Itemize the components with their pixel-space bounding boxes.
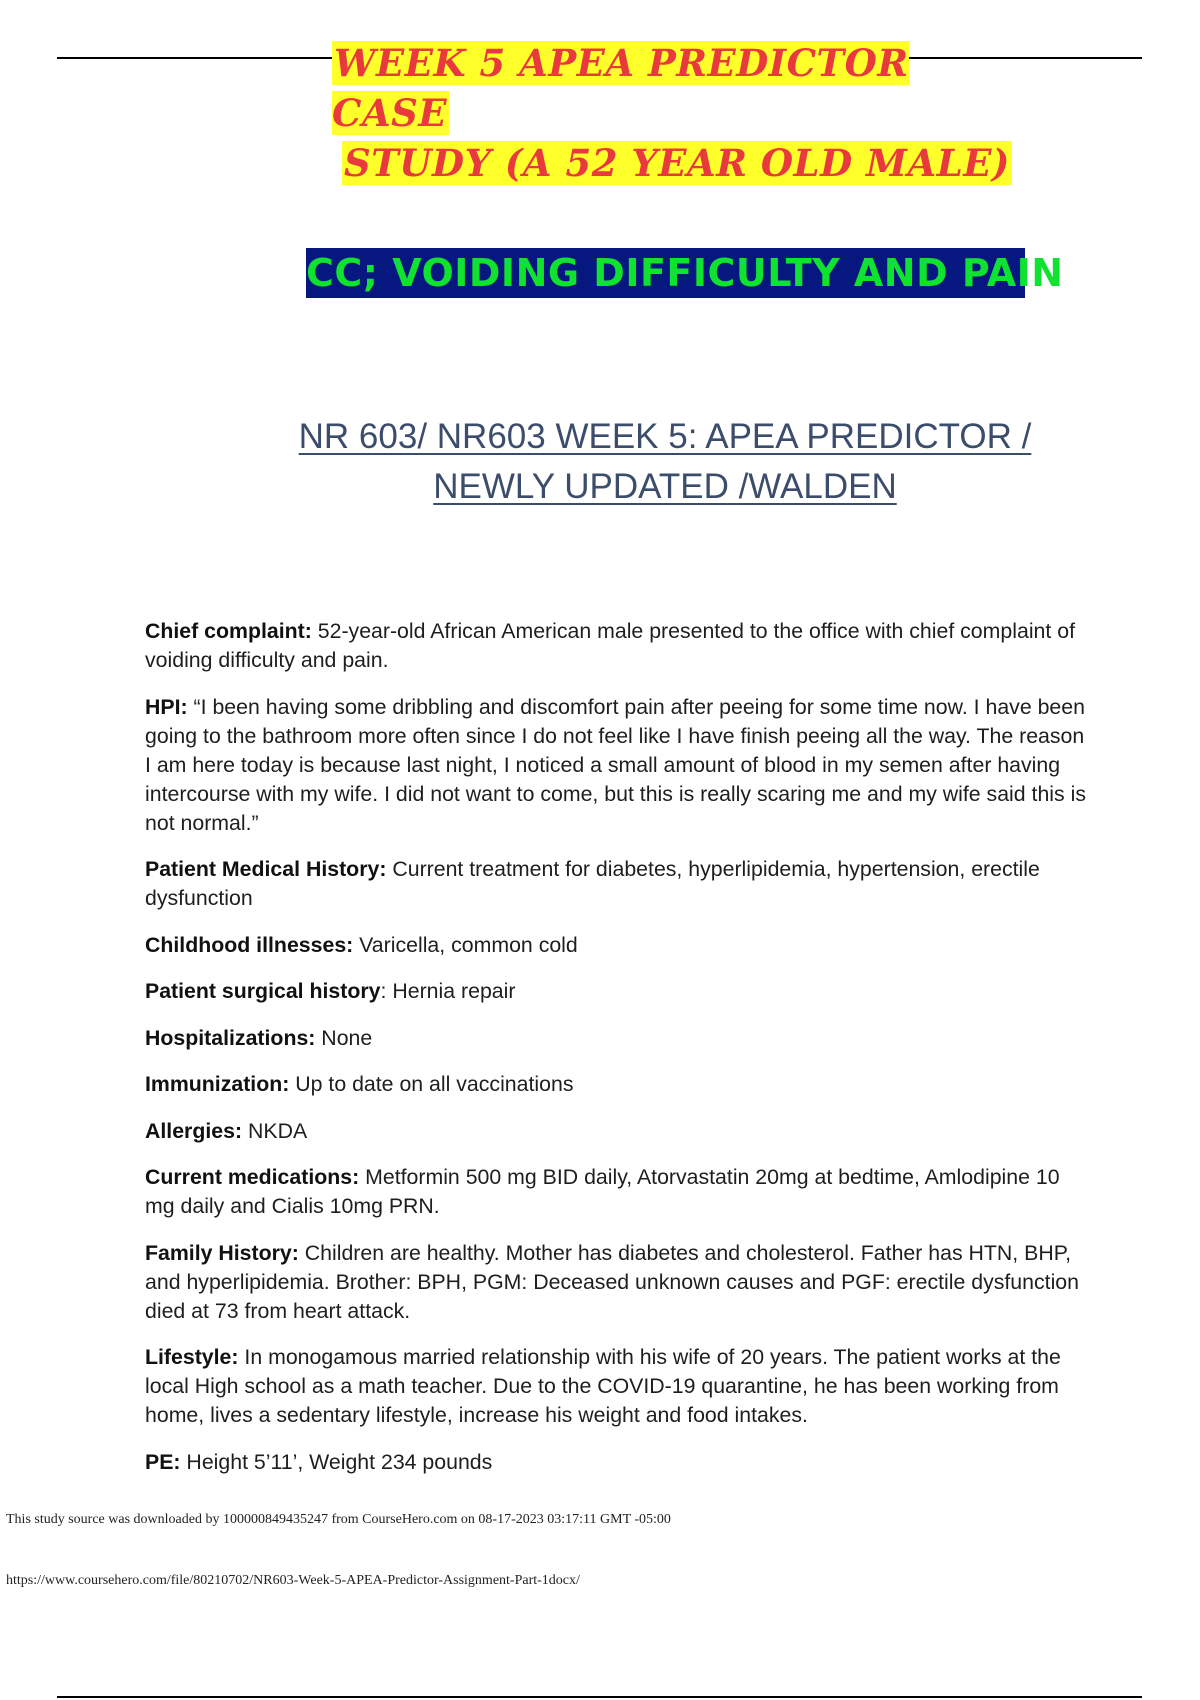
section-text: None: [315, 1025, 373, 1050]
section-surgical-history: [145, 977, 1095, 1006]
section-label: Current medications:: [145, 1165, 360, 1189]
section-text: Height 5’11’, Weight 234 pounds: [180, 1449, 493, 1474]
section-text: 52-year-old African American male presented to the office with chief complaint of voiding difficulty and pain.: [145, 619, 1075, 672]
section-lifestyle: [145, 1343, 1095, 1430]
section-allergies: [145, 1117, 1095, 1146]
title-line-1: WEEK 5 APEA PREDICTOR CASE: [332, 41, 909, 135]
section-text: : Hernia repair: [380, 979, 516, 1003]
section-immunization: [145, 1070, 1095, 1099]
section-label: Childhood illnesses:: [145, 932, 354, 957]
section-text: “I been having some dribbling and discomfort pain after peeing for some time now. I have been going to the bathroom more often since I do not feel like I have finish peeing all the way. The reason I am here today is because last night, I noticed a small amount of blood in my semen after having intercourse with my wife. I did not want to come, but this is really scaring me and my wife said this is not normal.”: [145, 694, 1086, 835]
document-title: [332, 38, 1022, 188]
section-hpi: [145, 693, 1095, 838]
section-label: Immunization:: [145, 1072, 290, 1096]
course-title: [240, 412, 1090, 512]
section-label: Chief complaint:: [145, 619, 312, 643]
section-text: Up to date on all vaccinations: [289, 1072, 574, 1096]
section-label: Patient Medical History:: [145, 857, 387, 881]
bottom-rule: [57, 1696, 1142, 1698]
section-text: NKDA: [242, 1118, 308, 1143]
section-text: Current treatment for diabetes, hyperlipidemia, hypertension, erectile dysfunction: [145, 857, 1040, 910]
section-text: Varicella, common cold: [353, 932, 578, 957]
section-label: Family History:: [145, 1240, 299, 1265]
section-label: Lifestyle:: [145, 1345, 239, 1369]
section-label: PE:: [145, 1449, 181, 1474]
chief-complaint-banner: CC; VOIDING DIFFICULTY AND PAIN: [306, 248, 1025, 298]
course-title-line-1: NR 603/ NR603 WEEK 5: APEA PREDICTOR /: [298, 417, 1032, 456]
source-url[interactable]: https://www.coursehero.com/file/80210702/NR603-Week-5-APEA-Predictor-Assignment-Part-1docx/: [6, 1573, 580, 1588]
section-medical-history: [145, 855, 1095, 913]
section-chief-complaint: [145, 617, 1095, 675]
section-label: Hospitalizations:: [145, 1025, 316, 1050]
section-physical-exam: [145, 1448, 1095, 1477]
section-text: Metformin 500 mg BID daily, Atorvastatin 20mg at bedtime, Amlodipine 10 mg daily and Cialis 10mg PRN.: [145, 1165, 1060, 1218]
section-label: Allergies:: [145, 1118, 243, 1143]
download-note: This study source was downloaded by 100000849435247 from CourseHero.com on 08-17-2023 03:17:11 GMT -05:00: [6, 1512, 671, 1527]
title-line-2: STUDY (A 52 YEAR OLD MALE): [344, 141, 1010, 185]
case-content: [145, 617, 1095, 1494]
section-text: In monogamous married relationship with his wife of 20 years. The patient works at the local High school as a math teacher. Due to the COVID-19 quarantine, he has been working from home, lives a sedentary lifestyle, increase his weight and food intakes.: [145, 1345, 1061, 1427]
section-label: HPI:: [145, 694, 188, 719]
section-family-history: [145, 1239, 1095, 1326]
course-title-line-2: NEWLY UPDATED /WALDEN: [433, 467, 897, 506]
section-hospitalizations: [145, 1024, 1095, 1053]
section-text: Children are healthy. Mother has diabetes and cholesterol. Father has HTN, BHP, and hyperlipidemia. Brother: BPH, PGM: Deceased unknown causes and PGF: erectile dysfunction died at 73 from heart attack.: [145, 1240, 1079, 1323]
section-label: Patient surgical history: [145, 979, 381, 1003]
section-childhood-illnesses: [145, 931, 1095, 960]
section-current-medications: [145, 1163, 1095, 1221]
